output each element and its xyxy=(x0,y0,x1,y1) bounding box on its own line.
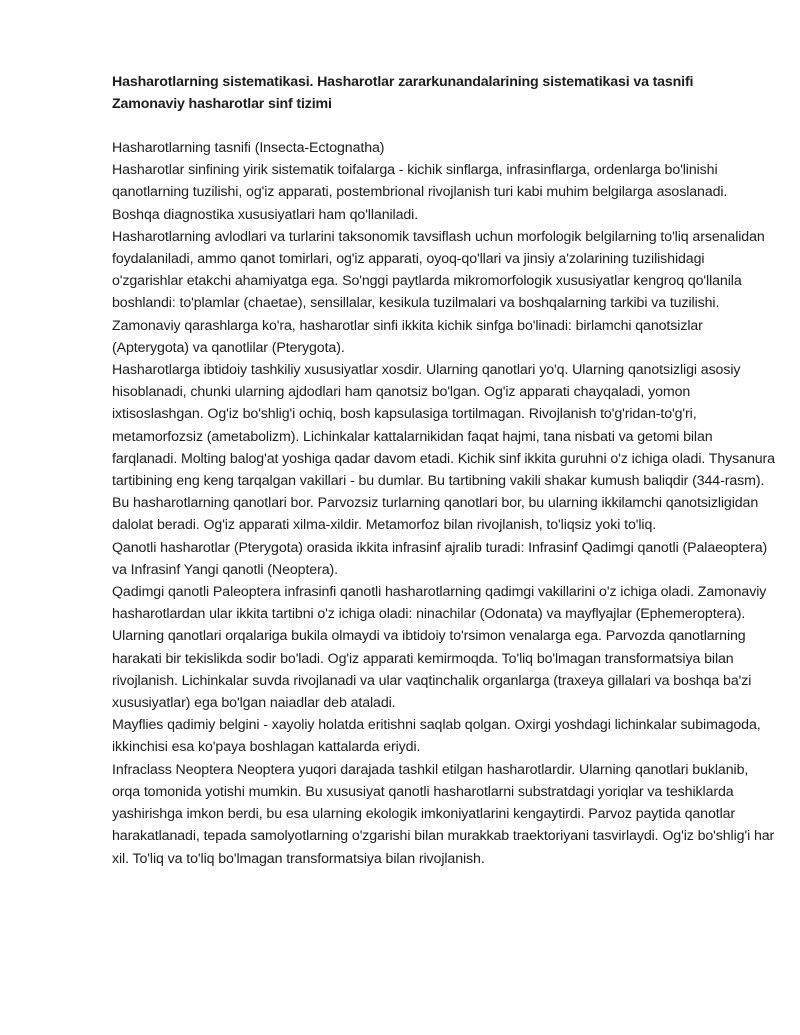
document-body xyxy=(112,137,776,870)
paragraph-9: Infraclass Neoptera Neoptera yuqori darajada tashkil etilgan hasharotlardir. Ularning qanotlari buklanib, orqa tomonida yotishi mumkin. Bu xususiyat qanotli hasharotlarni substratdagi yoriqlar va teshiklarda yashirishga imkon berdi, bu esa ularning ekologik imkoniyatlarini kengaytirdi. Parvoz paytida qanotlar harakatlanadi, tepada samolyotlarning o'zgarishi bilan murakkab traektoriyani tasvirlaydi. Og'iz bo'shlig'i har xil. To'liq va to'liq bo'lmagan transformatsiya bilan rivojlanish. xyxy=(112,761,775,867)
section-heading: Hasharotlarning tasnifi (Insecta-Ectognatha) xyxy=(112,140,385,156)
document-page xyxy=(112,71,776,870)
document-title xyxy=(112,71,776,115)
paragraph-4: Hasharotlarga ibtidoiy tashkiliy xususiyatlar xosdir. Ularning qanotlari yo'q. Ularning qanotsizligi asosiy hisoblanadi, chunki ularning ajdodlari ham qanotsiz bo'lgan. Og'iz apparati chayqaladi, yomon ixtisoslashgan. Og'iz bo'shlig'i ochiq, bosh kapsulasiga tortilmagan. Rivojlanish to'g'ridan-to'g'ri, metamorfozsiz (ametabolizm). Lichinkalar kattalarnikidan faqat hajmi, tana nisbati va getomi bilan farqlanadi. Molting balog'at yoshiga qadar davom etadi. Kichik sinf ikkita guruhni o'z ichiga oladi. Thysanura tartibining eng keng tarqalgan vakillari - bu dumlar. Bu tartibning vakili shakar kumush baliqdir (344-rasm). xyxy=(112,362,775,490)
paragraph-3: Zamonaviy qarashlarga ko'ra, hasharotlar sinfi ikkita kichik sinfga bo'linadi: birlamchi qanotsizlar (Apterygota) va qanotlilar (Pterygota). xyxy=(112,317,703,356)
title-line-1: Hasharotlarning sistematikasi. Hasharotlar zararkunandalarining sistematikasi va tasnifi xyxy=(112,74,694,90)
paragraph-8: Mayflies qadimiy belgini - xayoliy holatda eritishni saqlab qolgan. Oxirgi yoshdagi lichinkalar subimagoda, ikkinchisi esa ko'paya boshlagan kattalarda eriydi. xyxy=(112,717,761,756)
paragraph-1: Hasharotlar sinfining yirik sistematik toifalarga - kichik sinflarga, infrasinflarga, ordenlarga bo'linishi qanotlarning tuzilishi, og'iz apparati, postembrional rivojlanish turi kabi muhim belgilarga asoslanadi. Boshqa diagnostika xususiyatlari ham qo'llaniladi. xyxy=(112,162,728,223)
paragraph-7: Qadimgi qanotli Paleoptera infrasinfi qanotli hasharotlarning qadimgi vakillarini o'z ichiga oladi. Zamonaviy hasharotlardan ular ikkita tartibni o'z ichiga oladi: ninachilar (Odonata) va mayflyajlar (Ephemeroptera). Ularning qanotlari orqalariga bukila olmaydi va ibtidoiy to'rsimon venalarga ega. Parvozda qanotlarning harakati bir tekislikda sodir bo'ladi. Og'iz apparati kemirmoqda. To'liq bo'lmagan transformatsiya bilan rivojlanish. Lichinkalar suvda rivojlanadi va ular vaqtinchalik organlarga (traxeya gillalari va boshqa ba'zi xususiyatlar) ega bo'lgan naiadlar deb ataladi. xyxy=(112,584,767,712)
title-line-2: Zamonaviy hasharotlar sinf tizimi xyxy=(112,96,332,112)
paragraph-6: Qanotli hasharotlar (Pterygota) orasida ikkita infrasinf ajralib turadi: Infrasinf Qadimgi qanotli (Palaeoptera) va Infrasinf Yangi qanotli (Neoptera). xyxy=(112,539,768,578)
paragraph-2: Hasharotlarning avlodlari va turlarini taksonomik tavsiflash uchun morfologik belgilarning to'liq arsenalidan foydalaniladi, ammo qanot tomirlari, og'iz apparati, oyoq-qo'llari va jinsiy a'zolarining tuzilishidagi o'zgarishlar etakchi ahamiyatga ega. So'nggi paytlarda mikromorfologik xususiyatlar kengroq qo'llanila boshlandi: to'plamlar (chaetae), sensillalar, kesikula tuzilmalari va boshqalarning tarkibi va tuzilishi. xyxy=(112,228,765,312)
paragraph-5: Bu hasharotlarning qanotlari bor. Parvozsiz turlarning qanotlari bor, bu ularning ikkilamchi qanotsizligidan dalolat beradi. Og'iz apparati xilma-xildir. Metamorfoz bilan rivojlanish, to'liqsiz yoki to'liq. xyxy=(112,495,759,534)
